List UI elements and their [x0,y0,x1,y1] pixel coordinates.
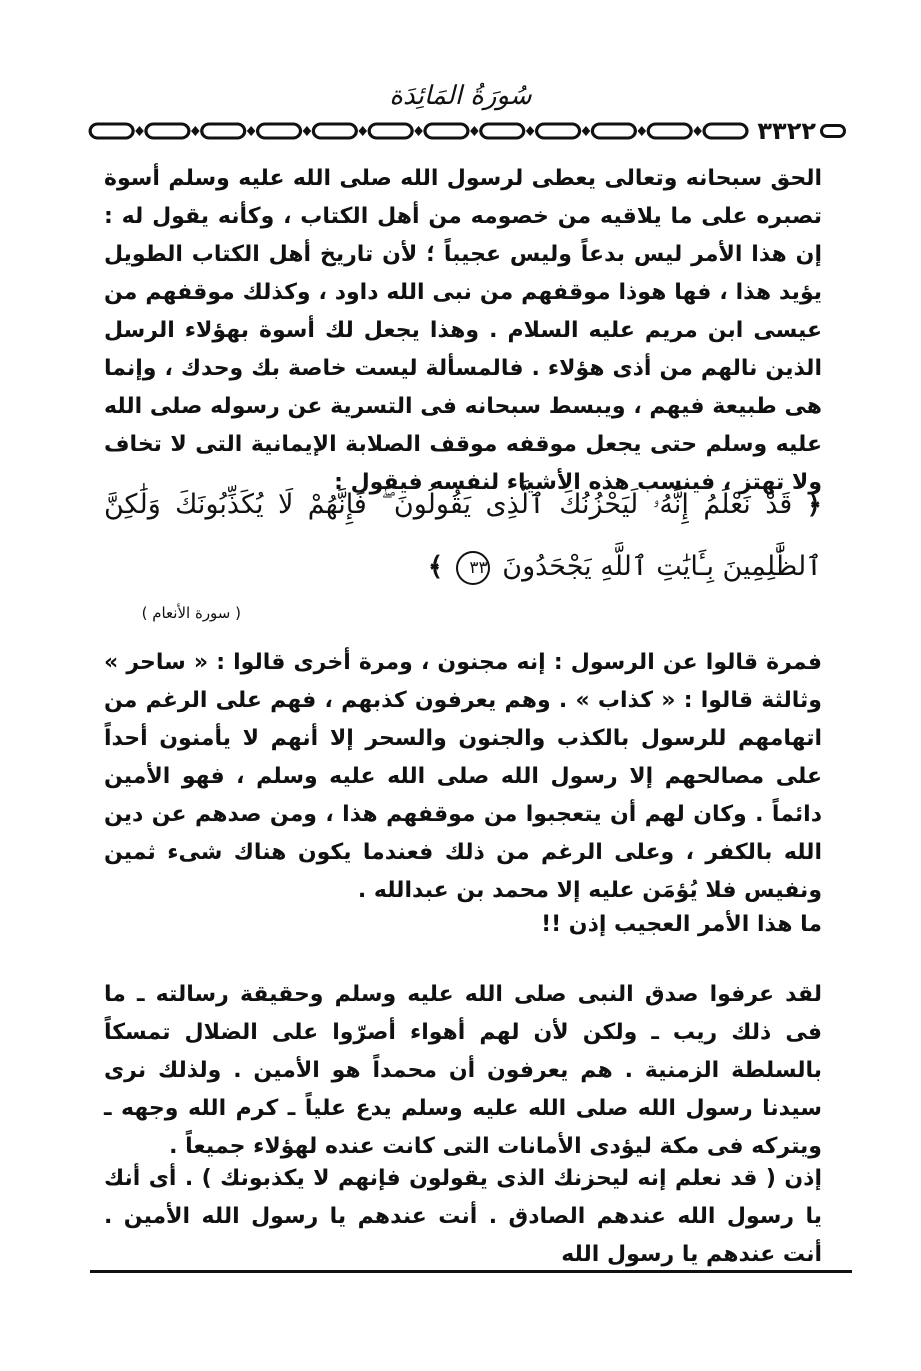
paragraph-text: الحق سبحانه وتعالى يعطى لرسول الله صلى الله عليه وسلم أسوة تصبره على ما يلاقيه من خصومه من أهل الكتاب ، وكأنه يقول له : إن هذا الأمر ليس بدعاً وليس عجيباً ؛ لأن تاريخ أهل الكتاب الطويل يؤيد هذا ، فها هوذا موقفهم من نبى الله داود ، وكذلك موقفهم من عيسى ابن مريم عليه السلام . وهذا يجعل لك أسوة بهؤلاء الرسل الذين نالهم من أذى هؤلاء . فالمسألة ليست خاصة بك وحدك ، وإنما هى طبيعة فيهم ، ويبسط سبحانه فى التسرية عن رسوله صلى الله عليه وسلم حتى يجعل موقفه موقف الصلابة الإيمانية التى لا تخاف ولا تهتز ، فينسب هذه الأشياء لنفسه فيقول : [104,166,822,495]
paragraph-text: ما هذا الأمر العجيب إذن !! [541,912,822,937]
verse-text: قَدْ نَعْلَمُ إِنَّهُۥ لَيَحْزُنُكَ ٱلَّذِى يَقُولُونَ ۖ فَإِنَّهُمْ لَا يُكَذِّبُونَكَ وَلَٰكِنَّ ٱلظَّٰلِمِينَ بِـَٔايَٰتِ ٱللَّهِ يَجْحَدُونَ [104,489,822,582]
footer-rule [90,1270,852,1273]
paragraph-conclusion [104,1160,822,1274]
paragraph-text: فمرة قالوا عن الرسول : إنه مجنون ، ومرة أخرى قالوا : « ساحر » وثالثة قالوا : « كذاب » . وهم يعرفون كذبهم ، فهم على الرغم من اتهامهم للرسول بالكذب والجنون والسحر إلا أنهم لا يأمنون أحداً على مصالحهم إلا رسول الله صلى الله عليه وسلم ، فهو الأمين دائماً . وكان لهم أن يتعجبوا من موقفهم هذا ، ومن صدهم عن دين الله بالكفر ، وعلى الرغم من ذلك فعندما يكون هناك شىء ثمين ونفيس فلا يُؤمَن عليه إلا محمد بن عبدالله . [104,650,822,903]
verse-citation: ( سورة الأنعام ) [141,604,241,622]
page-number: ٣٣٢٢ [757,117,816,145]
header-ornament-border [88,118,846,144]
paragraph-accusations [104,644,822,910]
chain-ornament [88,118,753,144]
verse-number-badge: ٣٣ [456,551,490,585]
surah-title: سُورَةُ المَائِدَة [389,81,532,111]
verse-open-brace: ﴿ [806,490,822,520]
paragraph-question [104,906,822,944]
verse-close-brace: ﴾ [427,552,444,582]
paragraph-text: إذن ( قد نعلم إنه ليحزنك الذى يقولون فإنهم لا يكذبونك ) . أى أنك يا رسول الله عندهم الصادق . أنت عندهم يا رسول الله الأمين . أنت عندهم يا رسول الله [104,1166,822,1267]
paragraph-intro [104,160,822,502]
quran-verse [104,474,822,598]
paragraph-text: لقد عرفوا صدق النبى صلى الله عليه وسلم وحقيقة رسالته ـ ما فى ذلك ريب ـ ولكن لأن لهم أهواء أصرّوا على الضلال تمسكاً بالسلطة الزمنية . هم يعرفون أن محمداً هو الأمين . ولذلك نرى سيدنا رسول الله صلى الله عليه وسلم يدع علياً ـ كرم الله وجهه ـ ويتركه فى مكة ليؤدى الأمانات التى كانت عنده لهؤلاء جميعاً . [104,982,822,1159]
ornament-end-cap-right [820,124,846,138]
paragraph-knowledge [104,976,822,1166]
